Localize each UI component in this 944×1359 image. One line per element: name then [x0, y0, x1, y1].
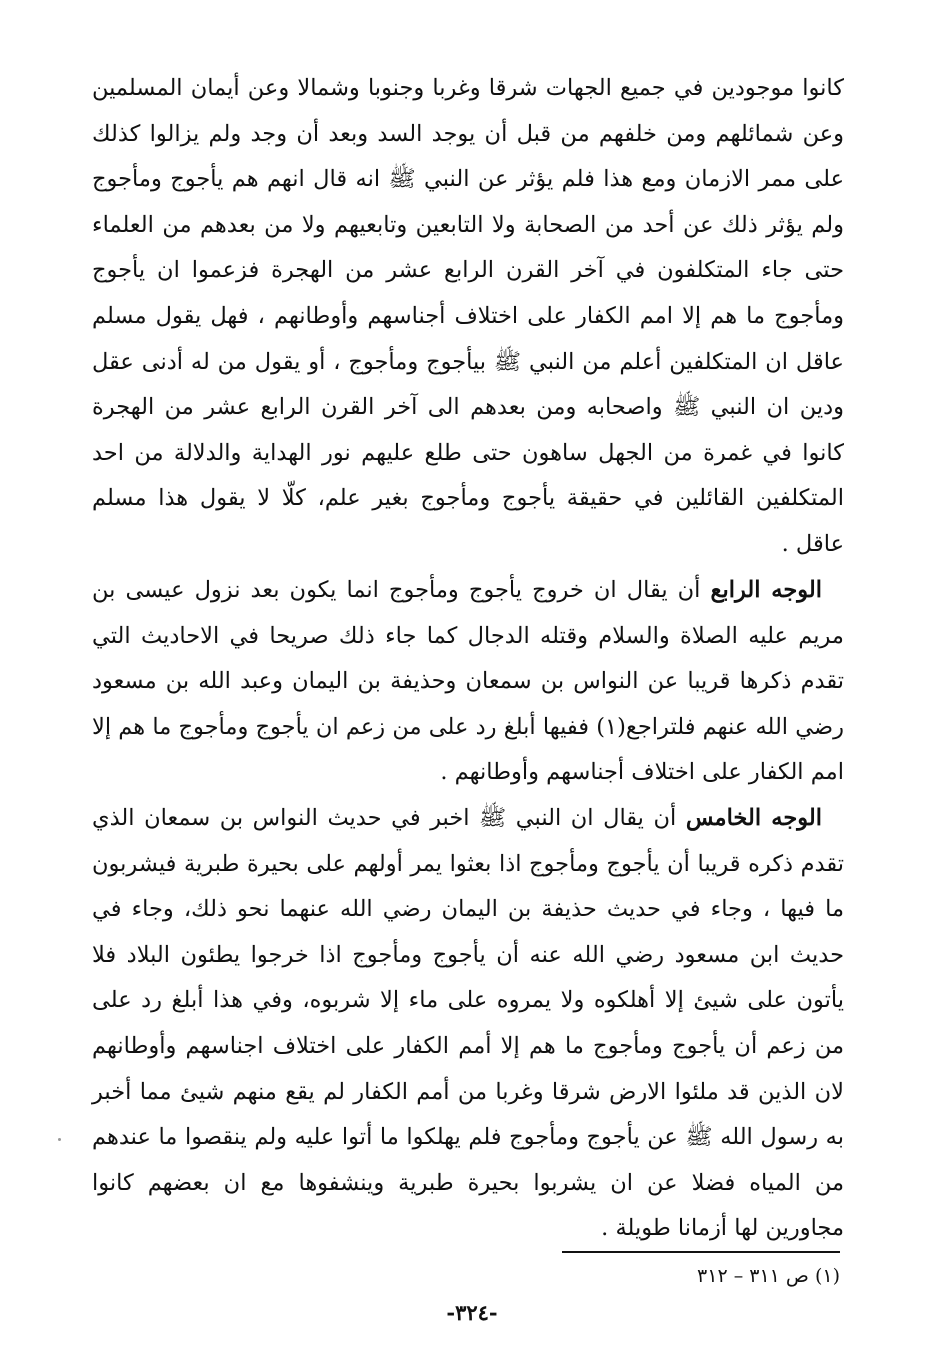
paragraph-continuation — [92, 66, 844, 568]
paragraph-fifth-aspect — [92, 796, 844, 1252]
paragraph-heading: الوجه الخامس — [685, 805, 823, 831]
page-number: -٣٢٤- — [446, 1300, 498, 1325]
paragraph-heading: الوجه الرابع — [710, 577, 823, 603]
footnote: (١) ص ٣١١ – ٣١٢ — [697, 1265, 840, 1287]
footnote-divider — [562, 1251, 840, 1253]
paragraph-text: كانوا موجودين في جميع الجهات شرقا وغربا وجنوبا وشمالا وعن أيمان المسلمين وعن شمائلهم ومن خلفهم من قبل أن يوجد السد وبعد أن وجد ولم يزالوا كذلك على ممر الازمان ومع هذا فلم يؤثر عن النبي ﷺ انه قال انهم هم يأجوج ومأجوج ولم يؤثر ذلك عن أحد من الصحابة ولا التابعين وتابعيهم ولا من بعدهم من العلماء حتى جاء المتكلفون في آخر القرن الرابع عشر من الهجرة فزعموا ان يأجوج ومأجوج ما هم إلا امم الكفار على اختلاف أجناسهم وأوطانهم ، فهل يقول مسلم عاقل ان المتكلفين أعلم من النبي ﷺ بيأجوج ومأجوج ، أو يقول من له أدنى عقل ودين ان النبي ﷺ واصحابه ومن بعدهم الى آخر القرن الرابع عشر من الهجرة كانوا في غمرة من الجهل ساهون حتى طلع عليهم نور الهداية والدلالة من احد المتكلفين القائلين في حقيقة يأجوج ومأجوج بغير علم، كلّا لا يقول هذا مسلم عاقل . — [92, 75, 844, 557]
paragraph-text: أن يقال ان خروج يأجوج ومأجوج انما يكون بعد نزول عيسى بن مريم عليه الصلاة والسلام وقتله الدجال كما جاء ذلك صريحا في الاحاديث التي تقدم ذكرها قريبا عن النواس بن سمعان وحذيفة بن اليمان وعبد الله بن مسعود رضي الله عنهم فلتراجع(١) ففيها أبلغ رد على من زعم ان يأجوج ومأجوج ما هم إلا امم الكفار على اختلاف أجناسهم وأوطانهم . — [92, 577, 844, 786]
paragraph-text: أن يقال ان النبي ﷺ اخبر في حديث النواس بن سمعان الذي تقدم ذكره قريبا أن يأجوج ومأجوج اذا بعثوا يمر أولهم على بحيرة طبرية فيشربون ما فيها ، وجاء في حديث حذيفة بن اليمان رضي الله عنهما نحو ذلك، وجاء في حديث ابن مسعود رضي الله عنه أن يأجوج ومأجوج اذا خرجوا يطئون البلاد فلا يأتون على شيئ إلا أهلكوه ولا يمروه على ماء إلا شربوه، وفي هذا أبلغ رد على من زعم أن يأجوج ومأجوج ما هم إلا أمم الكفار على اختلاف اجناسهم وأوطانهم لان الذين قد ملئوا الارض شرقا وغربا من أمم الكفار لم يقع منهم شيئ مما أخبر به رسول الله ﷺ عن يأجوج ومأجوج فلم يهلكوا ما أتوا عليه ولم ينقصوا ما عندهم من المياه فضلا عن ان يشربوا بحيرة طبرية وينشفوها مع ان بعضهم كانوا مجاورين لها أزمانا طويلة . — [92, 805, 844, 1242]
paragraph-fourth-aspect — [92, 568, 844, 796]
scan-speck — [58, 1138, 61, 1141]
